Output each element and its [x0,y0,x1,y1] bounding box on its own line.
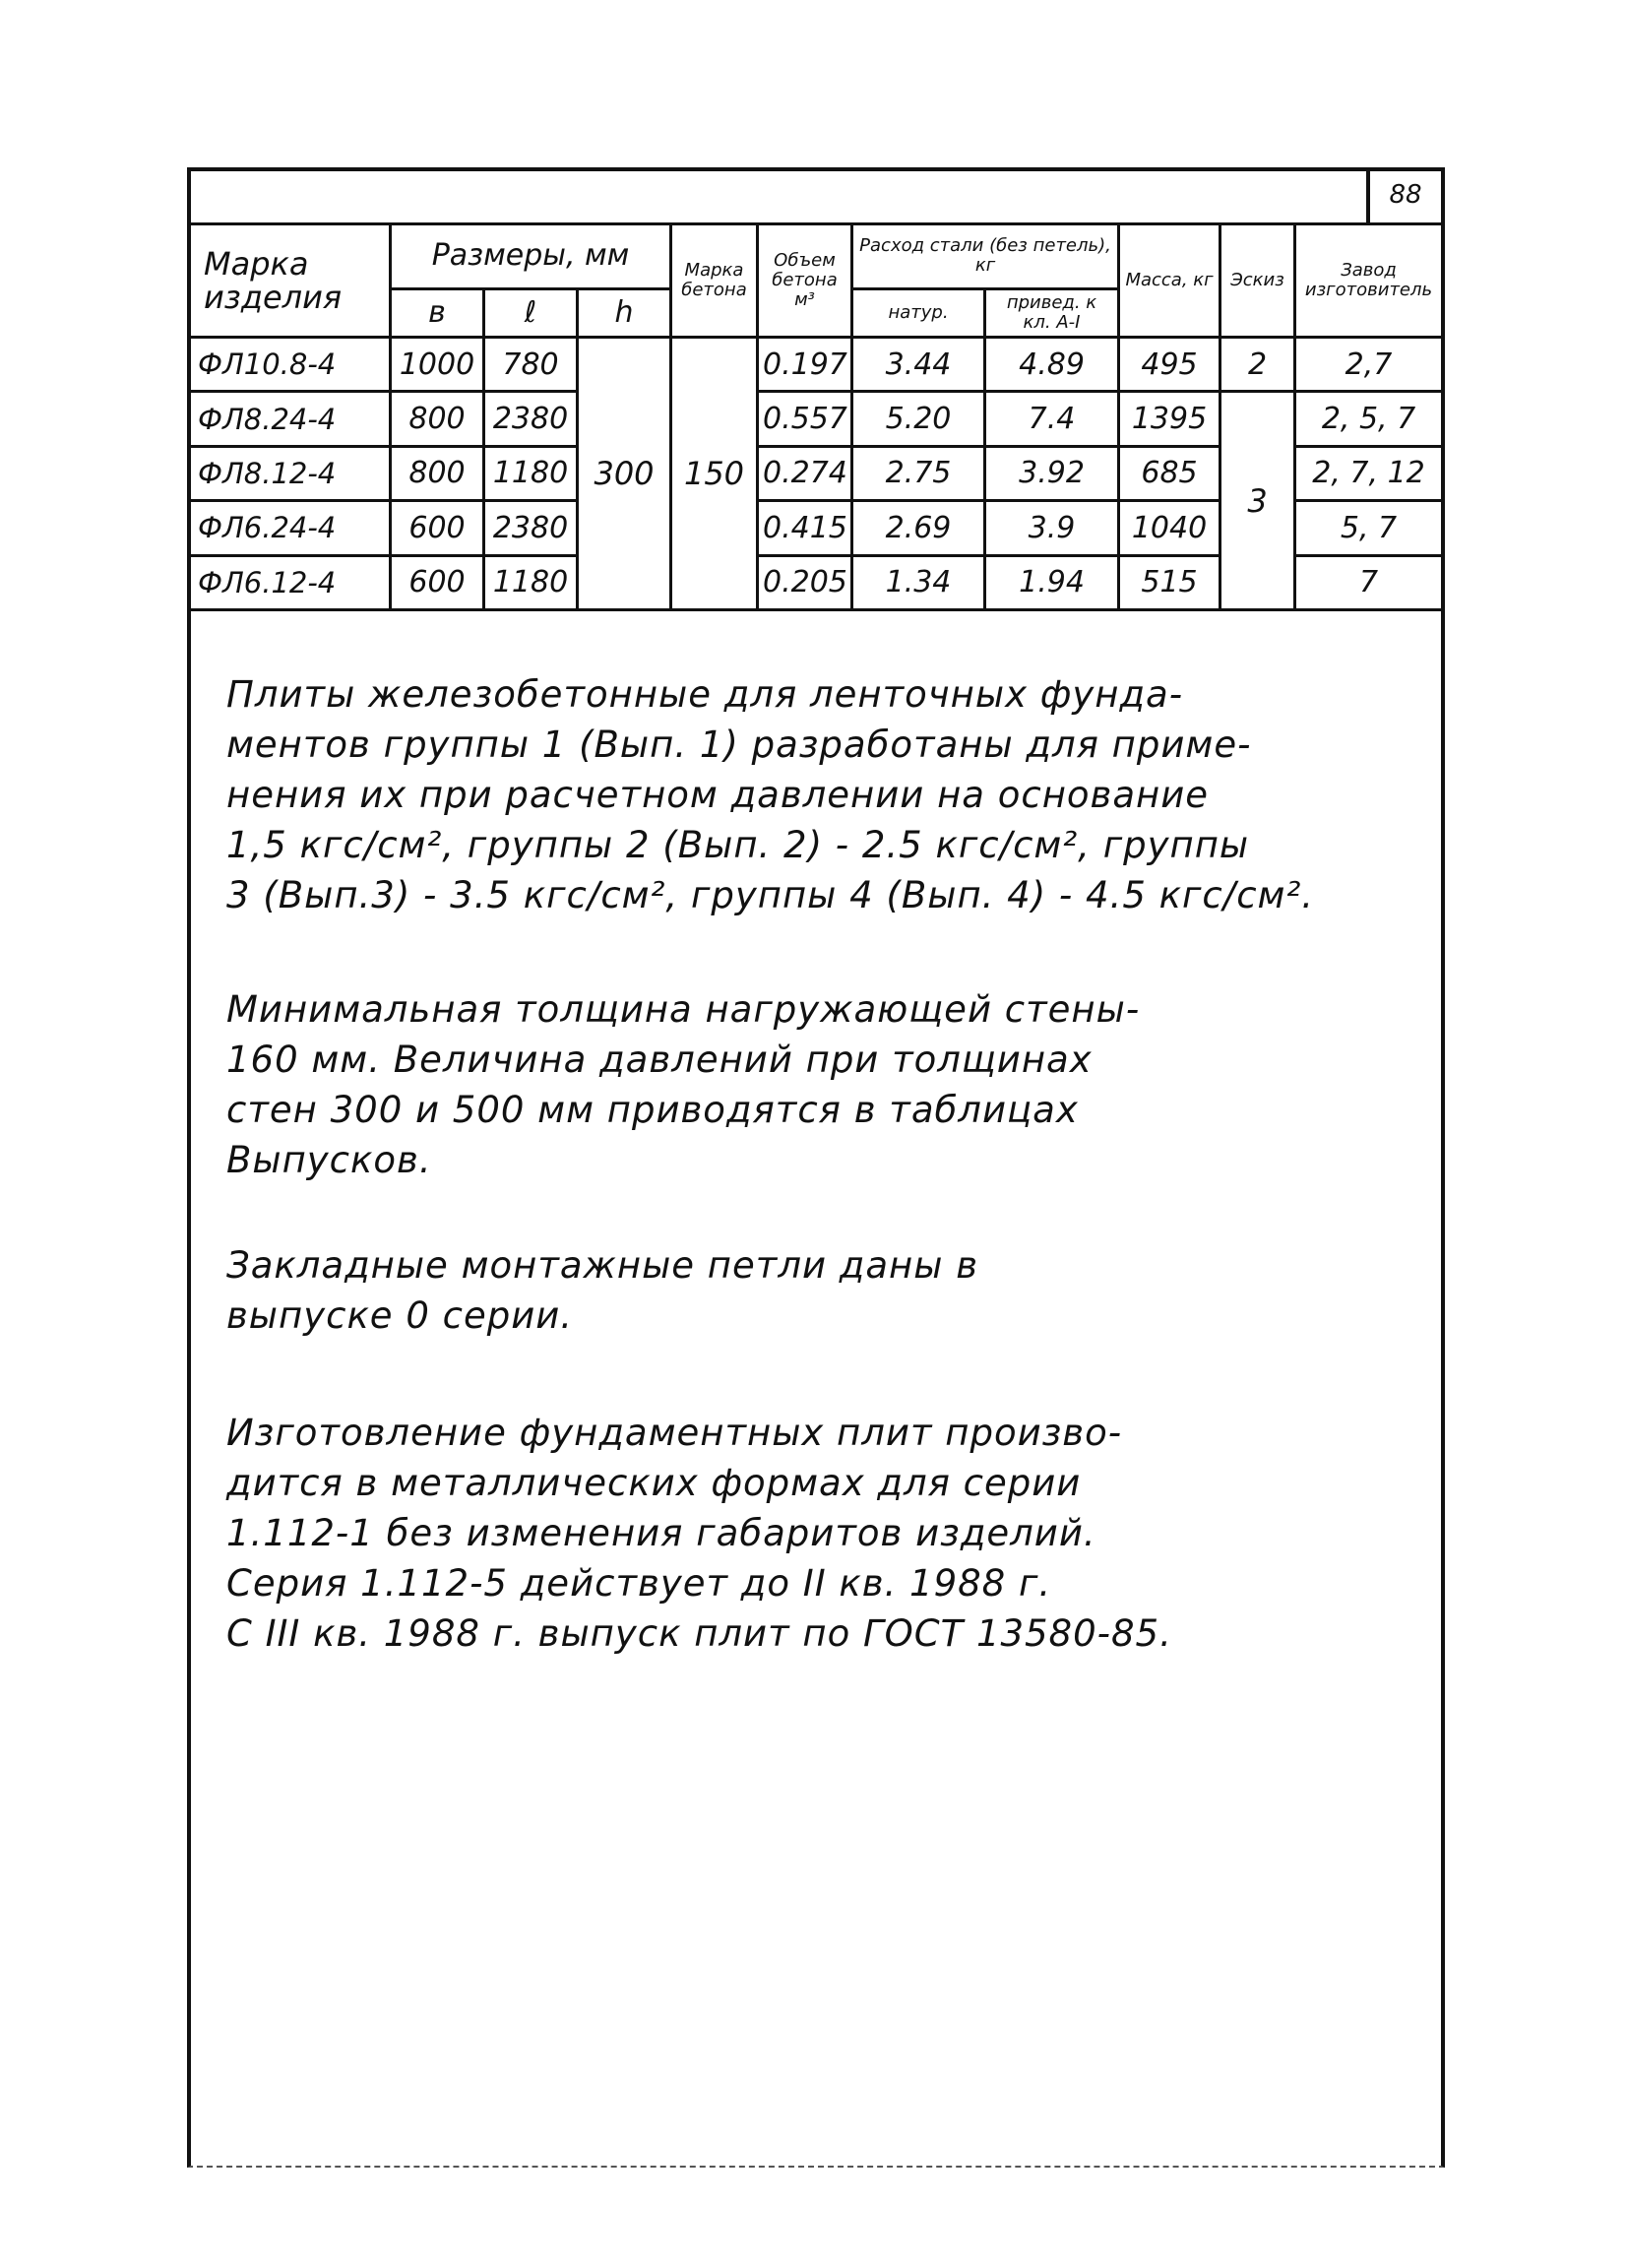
cell-h-merged: 300 [578,337,671,609]
cell-b: 800 [391,446,484,500]
table-row [189,392,1443,446]
header-steel-red: привед. к кл. А-I [985,288,1119,337]
cell-mark: ФЛ8.12-4 [189,446,391,500]
cell-steel-nat: 1.34 [852,555,985,609]
text-line: стен 300 и 500 мм приводятся в таблицах [226,1089,1079,1131]
cell-l: 1180 [484,446,578,500]
cell-l: 2380 [484,392,578,446]
header-concrete-grade: Марка бетона [671,224,758,338]
cell-b: 600 [391,555,484,609]
text-line: нения их при расчетном давлении на основание [226,774,1210,816]
cell-mass: 1040 [1119,501,1220,555]
text-line: дится в металлических формах для серии [226,1462,1082,1504]
cell-mark: ФЛ10.8-4 [189,337,391,391]
cell-plant: 2, 7, 12 [1295,446,1443,500]
cell-steel-nat: 2.69 [852,501,985,555]
table-header-row [189,224,1443,289]
paragraph-lifting-loops [226,1240,1427,1341]
cell-steel-red: 1.94 [985,555,1119,609]
text-line: С III кв. 1988 г. выпуск плит по ГОСТ 13580-85. [226,1612,1172,1655]
header-dim-h: h [578,288,671,337]
header-dim-b: в [391,288,484,337]
header-sketch: Эскиз [1220,224,1295,338]
text-line: ментов группы 1 (Вып. 1) разработаны для приме- [226,724,1252,766]
cell-mark: ФЛ6.24-4 [189,501,391,555]
header-mark: Марка изделия [189,224,391,338]
cell-l: 2380 [484,501,578,555]
text-line: Минимальная толщина нагружающей стены- [226,988,1141,1031]
text-line: Плиты железобетонные для ленточных фунда- [226,673,1184,716]
paragraph-foundation-groups [226,669,1427,920]
text-line: Выпусков. [226,1139,432,1181]
text-line: 3 (Вып.3) - 3.5 кгс/см², группы 4 (Вып. 4) - 4.5 кгс/см². [226,874,1315,916]
cell-mass: 1395 [1119,392,1220,446]
cell-steel-red: 3.92 [985,446,1119,500]
page-number: 88 [1366,167,1441,225]
text-line: выпуске 0 серии. [226,1294,574,1337]
header-steel: Расход стали (без петель), кг [852,224,1119,289]
cell-steel-nat: 5.20 [852,392,985,446]
cell-volume: 0.205 [758,555,852,609]
cell-l: 780 [484,337,578,391]
text-line: 1.112-1 без изменения габаритов изделий. [226,1512,1096,1554]
header-mass: Масса, кг [1119,224,1220,338]
cell-volume: 0.557 [758,392,852,446]
header-dimensions: Размеры, мм [391,224,671,289]
cell-l: 1180 [484,555,578,609]
cell-plant: 2, 5, 7 [1295,392,1443,446]
text-line: 160 мм. Величина давлений при толщинах [226,1039,1093,1081]
table-row [189,337,1443,391]
paragraph-manufacturing [226,1408,1427,1659]
cell-mark: ФЛ8.24-4 [189,392,391,446]
cell-sketch: 2 [1220,337,1295,391]
specification-table [187,222,1444,611]
text-line: Серия 1.112-5 действует до II кв. 1988 г. [226,1562,1052,1605]
text-line: Изготовление фундаментных плит произво- [226,1412,1123,1454]
header-dim-l: ℓ [484,288,578,337]
cell-b: 600 [391,501,484,555]
header-plant: Завод изготовитель [1295,224,1443,338]
cell-grade-merged: 150 [671,337,758,609]
cell-volume: 0.197 [758,337,852,391]
cell-steel-nat: 3.44 [852,337,985,391]
cell-mass: 515 [1119,555,1220,609]
cell-b: 800 [391,392,484,446]
header-concrete-volume: Объем бетона м³ [758,224,852,338]
cell-steel-nat: 2.75 [852,446,985,500]
cell-steel-red: 7.4 [985,392,1119,446]
sheet-top-border [187,167,1441,171]
cell-b: 1000 [391,337,484,391]
cell-steel-red: 3.9 [985,501,1119,555]
text-line: 1,5 кгс/см², группы 2 (Вып. 2) - 2.5 кгс/см², группы [226,824,1250,866]
cell-volume: 0.274 [758,446,852,500]
cell-mark: ФЛ6.12-4 [189,555,391,609]
cell-volume: 0.415 [758,501,852,555]
cell-plant: 2,7 [1295,337,1443,391]
cell-steel-red: 4.89 [985,337,1119,391]
cell-plant: 7 [1295,555,1443,609]
header-steel-nat: натур. [852,288,985,337]
paragraph-wall-thickness [226,984,1427,1185]
text-line: Закладные монтажные петли даны в [226,1244,978,1287]
cell-plant: 5, 7 [1295,501,1443,555]
cell-sketch-merged: 3 [1220,392,1295,610]
cell-mass: 685 [1119,446,1220,500]
cell-mass: 495 [1119,337,1220,391]
